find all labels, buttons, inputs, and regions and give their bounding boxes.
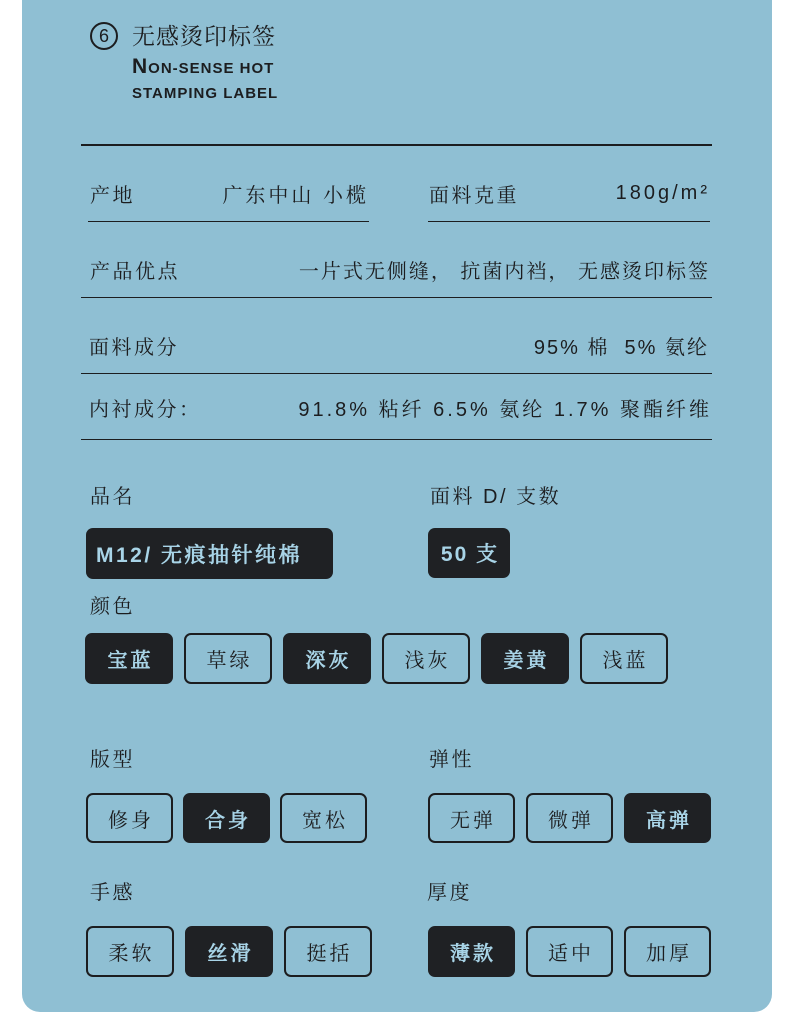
elasticity-label: 弹性 <box>429 749 474 771</box>
hand-feel-option-soft: 柔软 <box>86 926 174 977</box>
elasticity-options <box>428 793 711 843</box>
colors-label: 颜色 <box>90 596 135 618</box>
fabric-composition-value: 95% 棉 5% 氨纶 <box>533 337 709 359</box>
color-options <box>85 633 668 684</box>
spec-row-lining-composition <box>81 376 712 440</box>
fabric-weight-value: 180g/m² <box>615 182 710 204</box>
spec-row-fabric-weight <box>428 166 710 222</box>
yarn-count-value: 50 支 <box>428 528 510 578</box>
section-subtitle-line-1: NON-SENSE HOT <box>132 55 275 78</box>
color-option-ginger-yellow: 姜黄 <box>481 633 569 684</box>
product-name-value: M12/ 无痕抽针纯棉 <box>86 528 333 579</box>
color-option-royal-blue: 宝蓝 <box>85 633 173 684</box>
fit-option-loose: 宽松 <box>280 793 367 843</box>
spec-row-fabric-composition <box>81 318 712 374</box>
thickness-label: 厚度 <box>427 882 472 904</box>
fit-options <box>86 793 367 843</box>
section-title: 无感烫印标签 <box>132 23 276 49</box>
fabric-composition-label: 面料成分 <box>89 337 179 359</box>
thickness-option-thin: 薄款 <box>428 926 515 977</box>
elasticity-option-none: 无弹 <box>428 793 515 843</box>
origin-label: 产地 <box>90 185 135 207</box>
hand-feel-option-crisp: 挺括 <box>284 926 372 977</box>
product-name-label: 品名 <box>90 486 135 508</box>
hand-feel-options <box>86 926 372 977</box>
thickness-option-medium: 适中 <box>526 926 613 977</box>
section-subtitle-line-2: STAMPING LABEL <box>132 85 279 102</box>
color-option-grass-green: 草绿 <box>184 633 272 684</box>
lining-composition-label: 内衬成分： <box>89 399 202 421</box>
spec-row-advantages <box>81 242 712 298</box>
fit-label: 版型 <box>90 749 135 771</box>
fabric-weight-label: 面料克重 <box>429 185 519 207</box>
elasticity-option-slight: 微弹 <box>526 793 613 843</box>
spec-row-origin <box>88 166 369 222</box>
lining-composition-value: 91.8% 粘纤 6.5% 氨纶 1.7% 聚酯纤维 <box>298 399 712 421</box>
thickness-option-thick: 加厚 <box>624 926 711 977</box>
hand-feel-option-silky: 丝滑 <box>185 926 273 977</box>
hand-feel-label: 手感 <box>90 882 135 904</box>
color-option-light-grey: 浅灰 <box>382 633 470 684</box>
advantages-label: 产品优点 <box>90 261 180 283</box>
fit-option-slim: 修身 <box>86 793 173 843</box>
section-number-badge: 6 <box>90 22 118 50</box>
color-option-light-blue: 浅蓝 <box>580 633 668 684</box>
top-divider <box>81 144 712 146</box>
fit-option-regular: 合身 <box>183 793 270 843</box>
yarn-count-label: 面料 D/ 支数 <box>430 486 562 508</box>
thickness-options <box>428 926 711 977</box>
origin-value: 广东中山 小榄 <box>222 185 369 207</box>
elasticity-option-high: 高弹 <box>624 793 711 843</box>
color-option-dark-grey: 深灰 <box>283 633 371 684</box>
advantages-value: 一片式无侧缝， 抗菌内裆， 无感烫印标签 <box>298 261 710 283</box>
